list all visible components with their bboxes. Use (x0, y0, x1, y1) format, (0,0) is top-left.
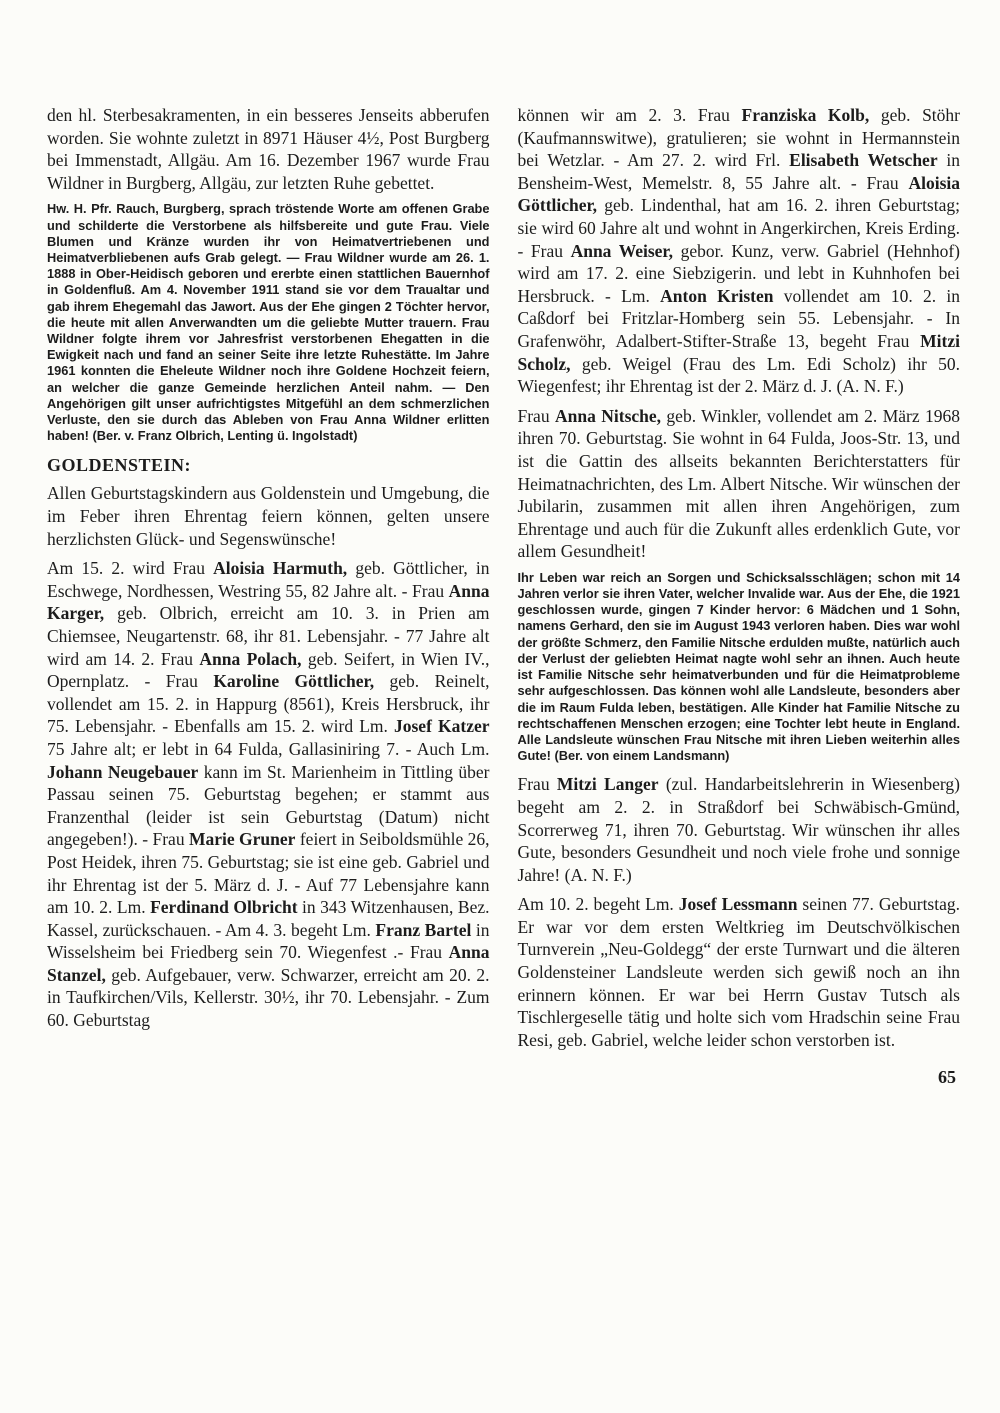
paragraph-birthdays-continued: können wir am 2. 3. Frau Franziska Kolb, geb. Stöhr (Kaufmannswitwe), gratulieren; sie wohnt in Hermannstein bei Wetzlar. - Am 27. 2. wird Frl. Elisabeth Wetscher in Bensheim-West, Memelstr. 8, 55 Jahre alt. - Frau Aloisia Göttlicher, geb. Lindenthal, hat am 16. 2. ihren Geburtstag; sie wird 60 Jahre alt und wohnt in Angerkirchen, Kreis Erding. - Frau Anna Weiser, gebor. Kunz, verw. Gabriel (Hehnhof) wird am 17. 2. eine Siebzigerin. und lebt in Kuhnhofen bei Hersbruck. - Lm. Anton Kristen vollendet am 10. 2. in Caßdorf bei Fritzlar-Homberg sein 55. Lebensjahr. - In Grafenwöhr, Adalbert-Stifter-Straße 13, begeht Frau Mitzi Scholz, geb. Weigel (Frau des Lm. Edi Scholz) ihr 50. Wiegenfest; ihr Ehrentag ist der 2. März d. J. (A. N. F.) (517, 105, 961, 397)
paragraph-anna-nitsche: Frau Anna Nitsche, geb. Winkler, vollendet am 2. März 1968 ihren 70. Geburtstag. Sie wohnt in 64 Fulda, Joos-Str. 13, und ist die Gattin des allseits bekannten Berichterstatters für Heimatnachrichten, des Lm. Albert Nitsche. Wir wünschen der Jubilarin, zusammen mit allen ihren Angehörigen, zum Ehrentage und auch für die Zukunft alles erdenklich Gute, vor allem Gesundheit! (517, 405, 961, 562)
section-heading-goldenstein: GOLDENSTEIN: (47, 455, 192, 476)
column-right (518, 104, 961, 1088)
page-number: 65 (938, 1067, 956, 1088)
paragraph-goldenstein-birthdays: Am 15. 2. wird Frau Aloisia Harmuth, geb. Göttlicher, in Eschwege, Nordhessen, Westring 55, 82 Jahre alt. - Frau Anna Karger, geb. Olbrich, erreicht am 10. 3. in Prien am Chiemsee, Neugartenstr. 68, ihr 81. Lebensjahr. - 77 Jahre alt wird am 14. 2. Frau Anna Polach, geb. Seifert, in Wien IV., Opernplatz. - Frau Karoline Göttlicher, geb. Reinelt, vollendet am 15. 2. in Happurg (8561), Kreis Hersbruck, ihr 75. Lebensjahr. - Ebenfalls am 15. 2. wird Lm. Josef Katzer 75 Jahre alt; er lebt in 64 Fulda, Gallasiniring 7. - Auch Lm. Johann Neugebauer kann im St. Marienheim in Tittling über Passau seinen 75. Geburtstag begehen; er stammt aus Franzenthal (leider ist sein Geburtstag (Datum) nicht angegeben!). - Frau Marie Gruner feiert in Seiboldsmühle 26, Post Heidek, ihren 75. Geburtstag; sie ist eine geb. Gabriel und ihr Ehrentag ist der 5. März d. J. - Auf 77 Lebensjahre kann am 10. 2. Lm. Ferdinand Olbricht in 343 Witzenhausen, Bez. Kassel, zurückschauen. - Am 4. 3. begeht Lm. Franz Bartel in Wisselsheim bei Friedberg sein 70. Wiegenfest .- Frau Anna Stanzel, geb. Aufgebauer, verw. Schwarzer, erreicht am 20. 2. in Taufkirchen/Vils, Kellerstr. 30½, ihr 70. Lebensjahr. - Zum 60. Geburtstag (47, 558, 490, 1031)
paragraph-goldenstein-intro: Allen Geburtstagskindern aus Goldenstein und Umgebung, die im Feber ihren Ehrentag feiern können, gelten unsere herzlichsten Glück- und Segenswünsche! (47, 483, 490, 549)
column-left (47, 104, 490, 1088)
paragraph-wildner-obituary-end: den hl. Sterbesakramenten, in ein besseres Jenseits abberufen worden. Sie wohnte zuletzt in 8971 Häuser 4½, Post Burgberg bei Immenstadt, Allgäu. Am 16. Dezember 1967 wurde Frau Wildner in Burgberg, Allgäu, zur letzten Ruhe gebettet. (47, 105, 490, 193)
paragraph-nitsche-report-smallprint: Ihr Leben war reich an Sorgen und Schicksalsschlägen; schon mit 14 Jahren verlor sie ihren Vater, welcher Invalide war. Aus der Ehe, die 1921 geschlossen wurde, gingen 7 Kinder hervor: 6 Mädchen und 1 Sohn, namens Gerhard, den sie im August 1943 verloren haben. Dies war wohl der größte Schmerz, den Familie Nitsche erdulden mußte, natürlich auch der Verlust der geliebten Heimat nagte wohl sehr an ihnen. Auch heute ist Familie Nitsche sehr heimatverbunden und für die Heimatprobleme sehr aufgeschlossen. Das können wohl alle Landsleute, besonders aber die im Raum Fulda leben, bestätigen. Alle Kinder hat Familie Nitsche zu rechtschaffenen Menschen erzogen; eine Tochter lebt heute in England. Alle Landsleute wünschen Frau Nitsche mit ihren Lieben weiterhin alles Gute! (Ber. von einem Landsmann) (517, 569, 960, 764)
two-column-layout (47, 104, 960, 1088)
paragraph-wildner-report-smallprint: Hw. H. Pfr. Rauch, Burgberg, sprach tröstende Worte am offenen Grabe und schilderte die Verstorbene als hilfsbereite und gute Frau. Viele Blumen und Kränze wurden ihr von Heimatvertriebenen und Heimatverbliebenen aufs Grab gelegt. — Frau Wildner wurde am 26. 1. 1888 in Ober-Heidisch geboren und ererbte einen stattlichen Bauernhof in Goldenfluß. Am 4. November 1911 stand sie vor dem Traualtar und gab ihrem Ehegemahl das Jawort. Aus der Ehe gingen 2 Töchter hervor, die heute mit allen Anverwandten um die geliebte Mutter trauern. Frau Wildner folgte ihrem vor Jahresfrist verstorbenen Ehegatten in die Ewigkeit nach und fand an seiner Seite ihre letzte Ruhestätte. Im Jahre 1961 konnten die Eheleute Wildner noch ihre Goldene Hochzeit feiern, an welcher die ganze Gemeinde herzlichen Anteil nahm. — Den Angehörigen gilt unser aufrichtigstes Mitgefühl an dem schmerzlichen Verluste, den sie durch das Ableben von Frau Anna Wildner erlitten haben! (Ber. v. Franz Olbrich, Lenting ü. Ingolstadt) (47, 201, 490, 444)
paragraph-josef-lessmann: Am 10. 2. begeht Lm. Josef Lessmann seinen 77. Geburtstag. Er war vor dem ersten Weltkrieg im Deutschvölkischen Turnverein „Neu-Goldegg“ der erste Turnwart und die älteren Goldensteiner Landsleute werden sich gewiß noch an ihn erinnern können. Er war bei Herrn Gustav Tutsch als Tischlergeselle tätig und holte sich vom Hradschin seine Frau Resi, geb. Gabriel, welche leider schon verstorben ist. (517, 894, 960, 1050)
paragraph-mitzi-langer: Frau Mitzi Langer (zul. Handarbeitslehrerin in Wiesenberg) begeht am 2. 2. in Straßdorf bei Schwäbisch-Gmünd, Scorrerweg 71, ihren 70. Geburtstag. Wir wünschen ihr alles Gute, besonders Gesundheit und noch viele frohe und sonnige Jahre! (A. N. F.) (517, 774, 961, 885)
